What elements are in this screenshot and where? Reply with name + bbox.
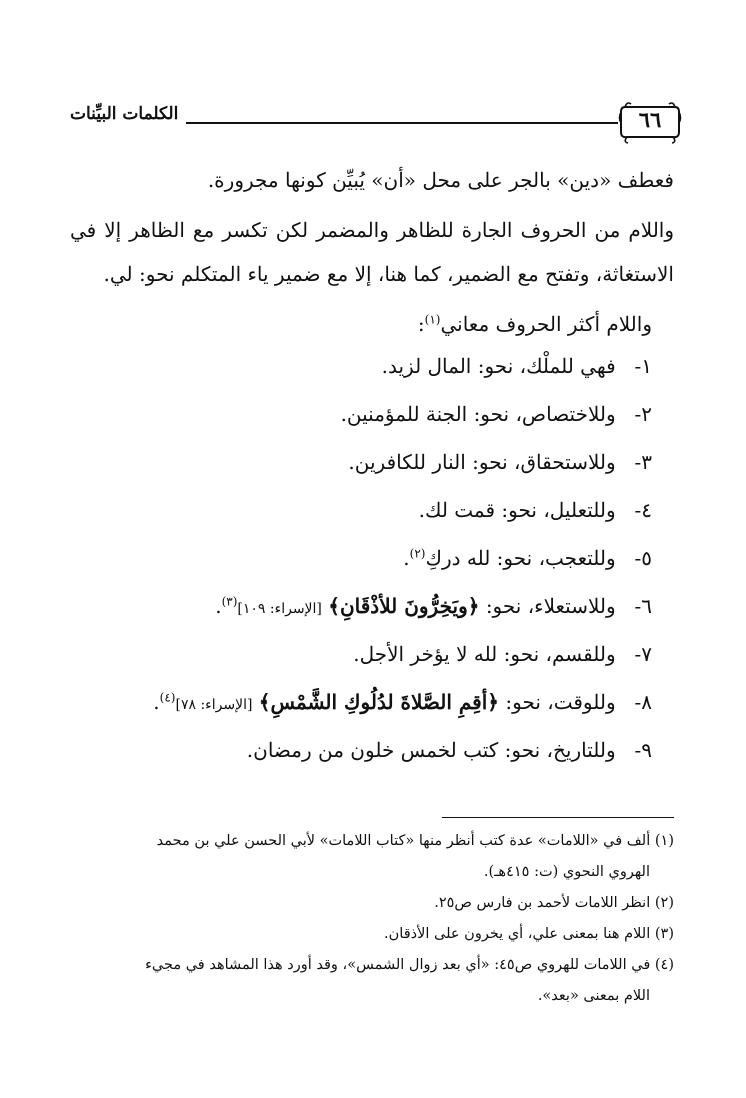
- footnote-number: (٤): [654, 957, 674, 973]
- meanings-intro-colon: :: [417, 312, 425, 336]
- item-number: ٥-: [634, 546, 652, 570]
- item-text: وللتعجب، نحو: لله دركِ: [425, 546, 616, 570]
- footnote-text: انظر اللامات لأحمد بن فارس ص٢٥.: [434, 895, 651, 911]
- list-item: [70, 442, 674, 490]
- item-tail: .: [403, 546, 410, 570]
- list-item: [70, 730, 674, 778]
- footnote-marker: (٢): [409, 546, 426, 561]
- footnote: [74, 919, 674, 950]
- item-text: وللاختصاص، نحو: الجنة للمؤمنين.: [340, 402, 616, 426]
- footnote-number: (١): [654, 833, 674, 849]
- footnote-text: في اللامات للهروي ص٤٥: «أي بعد زوال الشمس»، وقد أورد هذا المشاهد في مجيء: [145, 957, 651, 973]
- main-text: [70, 158, 674, 778]
- page-number-banner: [618, 98, 682, 144]
- list-item: [70, 682, 674, 730]
- item-number: ٦-: [634, 594, 652, 618]
- item-number: ٩-: [634, 738, 652, 762]
- item-number: ١-: [634, 354, 652, 378]
- page-header: [70, 96, 682, 148]
- footnote-continuation: اللام بمعنى «بعد».: [537, 988, 650, 1004]
- meanings-intro: [70, 302, 674, 346]
- list-item: [70, 538, 674, 586]
- meanings-intro-text: واللام أكثر الحروف معاني: [440, 312, 652, 336]
- lam-paragraph: واللام من الحروف الجارة للظاهر والمضمر لكن تكسر مع الظاهر إلا في الاستغاثة، وتفتح مع الضمير، كما هنا، إلا مع ضمير ياء المتكلم نحو: لي.: [70, 218, 674, 286]
- list-item: [70, 490, 674, 538]
- footnotes: [74, 826, 674, 1012]
- item-text: وللتاريخ، نحو: كتب لخمس خلون من رمضان.: [246, 738, 616, 762]
- item-tail: .: [215, 594, 222, 618]
- item-text: وللوقت، نحو:: [505, 690, 616, 714]
- list-item: [70, 394, 674, 442]
- footnote-marker: (١): [424, 312, 441, 327]
- verse-reference: [الإسراء: ٧٨]: [175, 697, 253, 713]
- item-tail: .: [153, 690, 160, 714]
- item-number: ٧-: [634, 642, 652, 666]
- footnote-text: ألف في «اللامات» عدة كتب أنظر منها «كتاب اللامات» لأبي الحسن علي بن محمد: [156, 833, 651, 849]
- item-text: فهي للملْك، نحو: المال لزيد.: [381, 354, 616, 378]
- quran-verse: ﴿ويَخِرُّونَ للأذْقَانِ﴾: [328, 594, 480, 618]
- quran-verse: ﴿أقِمِ الصَّلاةَ لدُلُوكِ الشَّمْسِ﴾: [258, 690, 500, 714]
- item-text: وللقسم، نحو: لله لا يؤخر الأجل.: [353, 642, 616, 666]
- footnote: [74, 888, 674, 919]
- item-number: ٣-: [634, 450, 652, 474]
- footnote-number: (٣): [654, 926, 674, 942]
- page-number: ٦٦: [638, 107, 662, 132]
- lam-meanings-list: [70, 346, 674, 778]
- footnote-marker: (٣): [221, 594, 238, 609]
- footnote-marker: (٤): [159, 690, 176, 705]
- item-number: ٤-: [634, 498, 652, 522]
- running-book-title: الكلمات البيِّنات: [70, 104, 186, 124]
- footnote-number: (٢): [654, 895, 674, 911]
- footnote: [74, 826, 674, 888]
- item-number: ٢-: [634, 402, 652, 426]
- list-item: [70, 634, 674, 682]
- item-text: وللتعليل، نحو: قمت لك.: [418, 498, 616, 522]
- item-text: وللاستعلاء، نحو:: [485, 594, 616, 618]
- list-item: [70, 346, 674, 394]
- item-text: وللاستحقاق، نحو: النار للكافرين.: [348, 450, 616, 474]
- verse-reference: [الإسراء: ١٠٩]: [237, 601, 322, 617]
- footnote-separator: [442, 817, 674, 818]
- footnote-text: اللام هنا بمعنى علي، أي يخرون على الأذقان.: [384, 926, 651, 942]
- list-item: [70, 586, 674, 634]
- footnote: [74, 950, 674, 1012]
- item-number: ٨-: [634, 690, 652, 714]
- opening-line: فعطف «دين» بالجر على محل «أن» يُبيِّن كونها مجرورة.: [207, 168, 674, 192]
- footnote-continuation: الهروي النحوي (ت: ٤١٥هـ).: [483, 864, 650, 880]
